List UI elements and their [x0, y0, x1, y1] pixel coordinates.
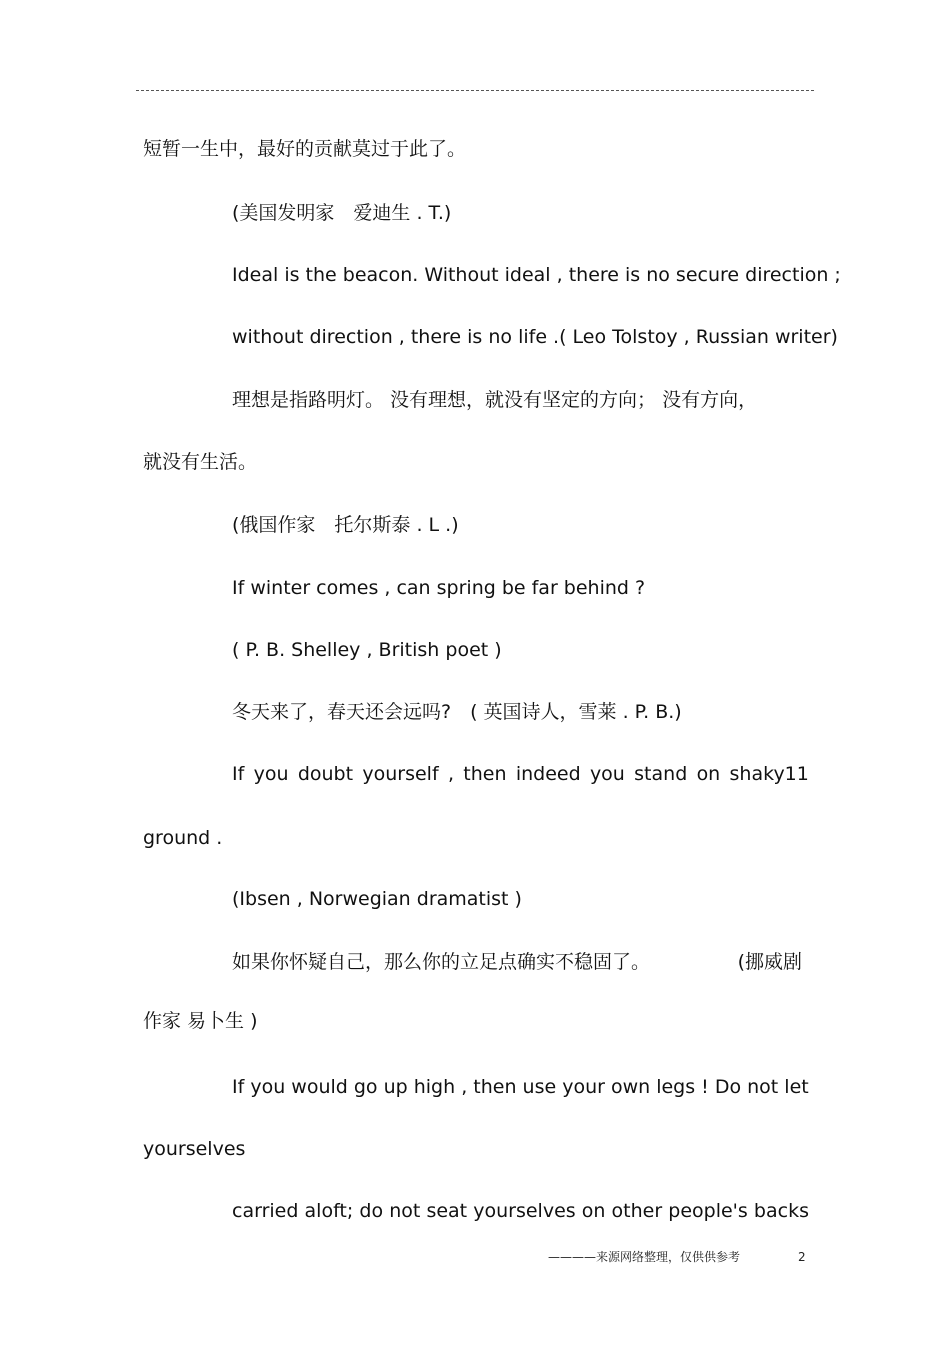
- word: yourself: [362, 763, 439, 785]
- text-line: If winter comes , can spring be far behind ?: [232, 577, 646, 599]
- attribution-shelley: ( P. B. Shelley , British poet ): [232, 639, 502, 661]
- word: If: [232, 763, 245, 785]
- word: on: [581, 1200, 606, 1222]
- word: not: [389, 1200, 421, 1222]
- header-dashed-rule: [136, 90, 814, 91]
- word: doubt: [297, 763, 354, 785]
- word: carried: [232, 1200, 299, 1222]
- text-line: Ideal is the beacon. Without ideal , there is no secure direction ;: [232, 264, 841, 286]
- text-line: without direction , there is no life .( Leo Tolstoy , Russian writer): [232, 326, 838, 348]
- word: stand: [634, 763, 688, 785]
- text-line: ground .: [143, 827, 223, 849]
- text-segment: (挪威剧: [737, 951, 802, 973]
- text-line: 冬天来了，春天还会远吗? ( 英国诗人，雪莱 . P. B.): [232, 701, 682, 723]
- attribution-tolstoy: (俄国作家 托尔斯泰 . L .): [232, 514, 459, 536]
- text-line: If you would go up high , then use your own legs ! Do not let: [232, 1076, 809, 1098]
- word: people's: [668, 1200, 748, 1222]
- text-line: yourselves: [143, 1138, 246, 1160]
- word: indeed: [515, 763, 581, 785]
- word: shaky11: [729, 763, 809, 785]
- word: yourselves: [473, 1200, 576, 1222]
- word: aloft;: [304, 1200, 354, 1222]
- word: backs: [753, 1200, 809, 1222]
- justified-text-line: [232, 950, 802, 974]
- text-segment: 如果你怀疑自己，那么你的立足点确实不稳固了。: [232, 951, 651, 973]
- justified-text-line: [232, 762, 809, 786]
- word: then: [463, 763, 507, 785]
- text-line: 短暂一生中，最好的贡献莫过于此了。: [143, 138, 467, 160]
- word: do: [359, 1200, 384, 1222]
- word: ,: [447, 763, 454, 785]
- footer-source-note: ————来源网络整理，仅供供参考: [548, 1250, 741, 1264]
- justified-text-line: [232, 1199, 809, 1223]
- word: you: [253, 763, 289, 785]
- word: seat: [426, 1200, 468, 1222]
- text-line: 就没有生活。: [143, 451, 258, 473]
- text-line: 理想是指路明灯。 没有理想，就没有坚定的方向； 没有方向，: [232, 389, 758, 411]
- word: you: [589, 763, 625, 785]
- text-line: 作家 易卜生 ): [143, 1010, 258, 1032]
- word: on: [696, 763, 721, 785]
- attribution-edison: (美国发明家 爱迪生 . T.): [232, 202, 452, 224]
- word: other: [611, 1200, 663, 1222]
- attribution-ibsen: (Ibsen , Norwegian dramatist ): [232, 888, 522, 910]
- page-number: 2: [798, 1250, 806, 1264]
